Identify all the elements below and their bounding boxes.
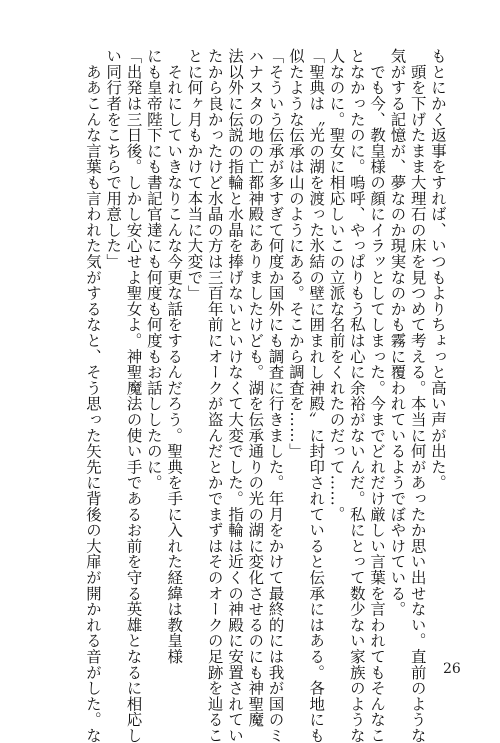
text-line: 頭を下げたまま大理石の床を見つめて考える。本当に何があったか思い出せない。直前のような — [408, 48, 427, 743]
text-line: もとにかく返事をすれば、いつもよりちょっと高い声が出た。 — [429, 48, 447, 491]
text-line: 気がする記憶が、夢なのか現実なのかも霧に覆われているようでぼやけている。 — [388, 48, 407, 617]
text-line: でも今、教皇様の顔にイラッとしてしまった。今までどれだけ厳しい言葉を言われてもそんなこ — [368, 48, 387, 743]
text-line: 「聖典は〝光の湖を渡った氷結の壁に囲まれし神殿〟に封印されていると伝承にはある。各地にも — [307, 48, 326, 743]
text-line: それにしていきなりこんな今更な話をするんだろう。聖典を手に入れた経緯は教皇様 — [165, 48, 184, 665]
text-line: となかったのに。嗚呼、やっぱりもう私は心に余裕がないんだ。私にとって数少ない家族のような — [347, 48, 366, 743]
text-line: とに何ヶ月もかけて本当に大変で」 — [185, 48, 204, 301]
text-line: ああこんな言葉も言われた気がするなと、そう思った矢先に背後の大扉が開かれる音がした。な — [83, 48, 102, 743]
text-line: 似たような伝承は山のようにある。そこから調査を……」 — [286, 48, 305, 459]
text-line: 「そういう伝承が多すぎて何度か国外にも調査に行きました。年月をかけて最終的には我が国のミ — [266, 48, 285, 743]
text-line: 「出発は三日後。しかし安心せよ聖女よ。神聖魔法の使い手であるお前を守る英雄となるに相応し — [124, 48, 143, 743]
vertical-text-block — [83, 48, 448, 743]
text-line: 法以外に伝説の指輪と水晶を捧げないといけなくて大変でした。指輪は近くの神殿に安置されてい — [226, 48, 245, 743]
page-number: 26 — [443, 661, 461, 677]
text-line: たから良かったけど水晶の方は三百年前にオークが盗んだとかでまずはそのオークの足跡を辿るこ — [205, 48, 224, 743]
text-line: い同行者をこちらで用意した」 — [104, 48, 123, 270]
text-line: ハナスタの地の亡都神殿にありましたけども。湖を伝承通りの光の湖に変化させるのにも神聖魔 — [246, 48, 265, 728]
text-line: にも皇帝陛下にも書記官達にも何度も何度もお話ししたのに。 — [144, 48, 163, 491]
text-line: 人なのに。聖女に相応しいこの立派な名前をくれたのだって……。 — [327, 48, 346, 522]
